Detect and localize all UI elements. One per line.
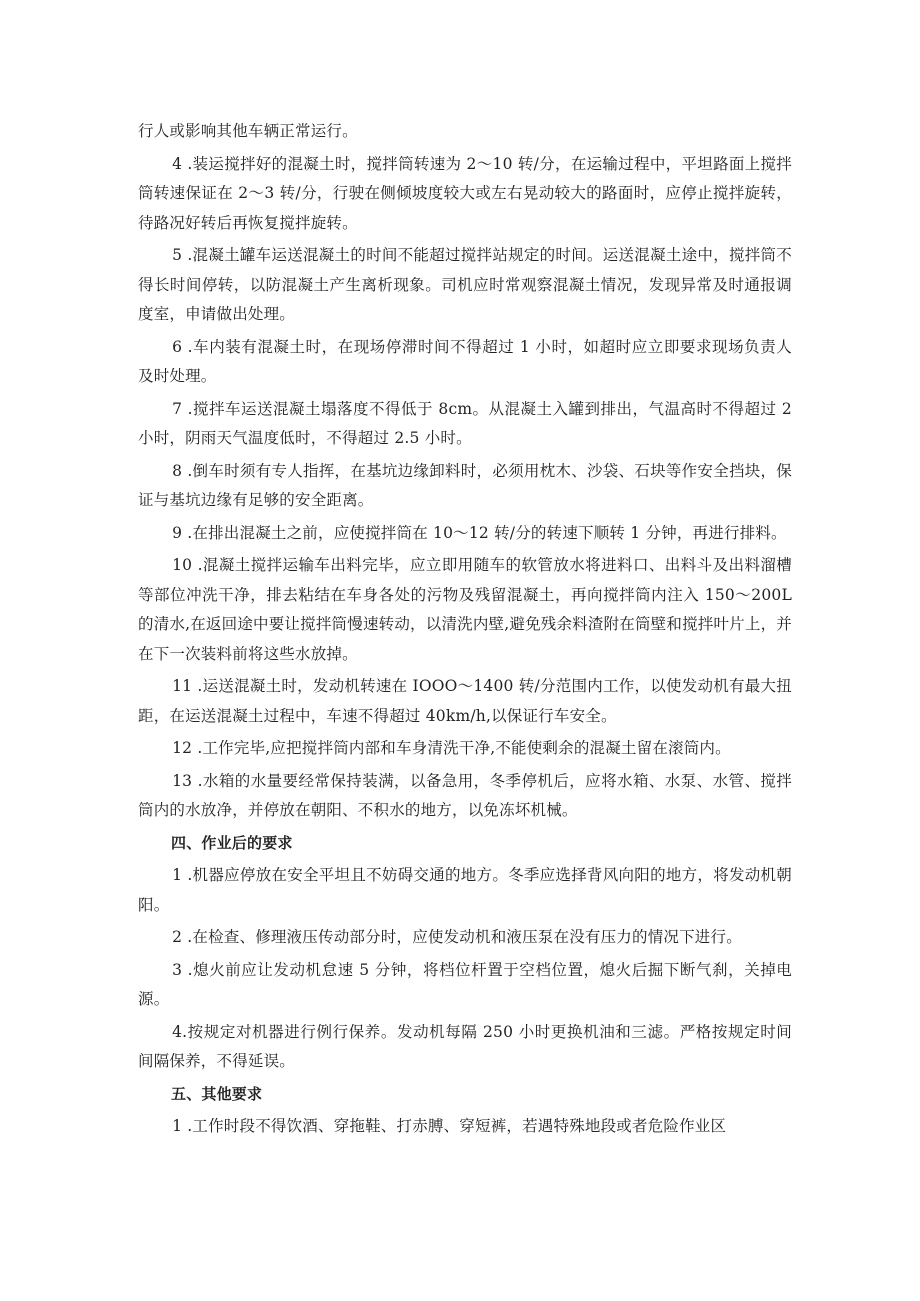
paragraph-item-13: 13 .水箱的水量要经常保持装满，以备急用，冬季停机后，应将水箱、水泵、水管、搅拌筒内的水放净，并停放在朝阳、不积水的地方，以免冻坏机械。 bbox=[138, 771, 792, 819]
paragraph-after-work-3: 3 .熄火前应让发动机怠速 5 分钟，将档位杆置于空档位置，熄火后掘下断气刹，关掉电源。 bbox=[138, 960, 792, 1008]
paragraph-after-work-2: 2 .在检查、修理液压传动部分时，应使发动机和液压泵在没有压力的情况下进行。 bbox=[172, 928, 742, 946]
paragraph-other-1: 1 .工作时段不得饮酒、穿拖鞋、打赤膊、穿短裤，若遇特殊地段或者危险作业区 bbox=[172, 1117, 727, 1135]
paragraph-item-7: 7 .搅拌车运送混凝土塌落度不得低于 8cm。从混凝土入罐到排出，气温高时不得超过 2 小时，阴雨天气温度低时，不得超过 2.5 小时。 bbox=[138, 399, 792, 447]
paragraph-continuation: 行人或影响其他车辆正常运行。 bbox=[138, 122, 358, 140]
document-body bbox=[138, 117, 792, 1145]
paragraph-item-6: 6 .车内装有混凝土时，在现场停滞时间不得超过 1 小时，如超时应立即要求现场负责人及时处理。 bbox=[138, 337, 792, 385]
paragraph-after-work-4: 4.按规定对机器进行例行保养。发动机每隔 250 小时更换机油和三滤。严格按规定时间间隔保养，不得延误。 bbox=[138, 1022, 792, 1070]
section-heading-other: 五、其他要求 bbox=[171, 1084, 263, 1103]
paragraph-item-11: 11 .运送混凝土时，发动机转速在 IOOO～1400 转/分范围内工作，以使发动机有最大扭距，在运送混凝土过程中，车速不得超过 40km/h,以保证行车安全。 bbox=[138, 677, 792, 725]
paragraph-item-4: 4 .装运搅拌好的混凝土时，搅拌筒转速为 2～10 转/分，在运输过程中，平坦路面上搅拌筒转速保证在 2～3 转/分，行驶在侧倾坡度较大或左右晃动较大的路面时，应停止搅拌旋转，待路况好转后再恢复搅拌旋转。 bbox=[138, 154, 792, 232]
paragraph-after-work-1: 1 .机器应停放在安全平坦且不妨碍交通的地方。冬季应选择背风向阳的地方，将发动机朝阳。 bbox=[138, 866, 792, 914]
paragraph-item-12: 12 .工作完毕,应把搅拌筒内部和车身清洗干净,不能使剩余的混凝土留在滚筒内。 bbox=[172, 739, 731, 757]
paragraph-item-5: 5 .混凝土罐车运送混凝土的时间不能超过搅拌站规定的时间。运送混凝土途中，搅拌筒不得长时间停转，以防混凝土产生离析现象。司机应时常观察混凝土情况，发现异常及时通报调度室，申请做出处理。 bbox=[138, 246, 792, 323]
paragraph-item-10: 10 .混凝土搅拌运输车出料完毕，应立即用随车的软管放水将进料口、出料斗及出料溜槽等部位冲洗干净，排去粘结在车身各处的污物及残留混凝土，再向搅拌筒内注入 150～200L 的清水,在返回途中要让搅拌筒慢速转动，以清洗内壁,避免残余料渣附在筒壁和搅拌叶片上，并在下一次装料前将这些水放掉。 bbox=[138, 556, 792, 663]
section-heading-after-work: 四、作业后的要求 bbox=[171, 833, 293, 852]
paragraph-item-8: 8 .倒车时须有专人指挥，在基坑边缘卸料时，必须用枕木、沙袋、石块等作安全挡块，保证与基坑边缘有足够的安全距离。 bbox=[138, 461, 792, 509]
paragraph-item-9: 9 .在排出混凝土之前，应使搅拌筒在 10～12 转/分的转速下顺转 1 分钟，再进行排料。 bbox=[172, 523, 787, 542]
